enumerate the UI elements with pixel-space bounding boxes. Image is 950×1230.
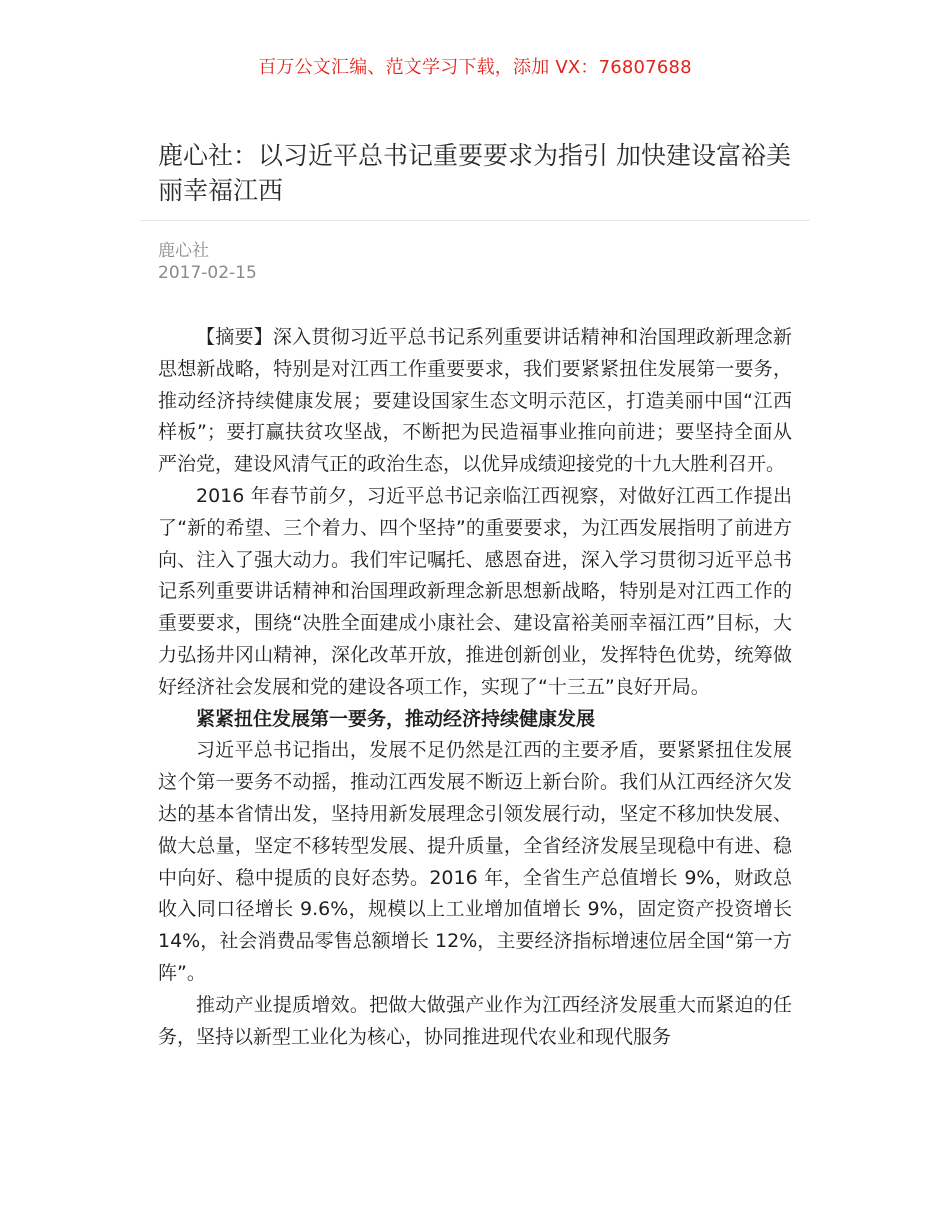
body-paragraph: 习近平总书记指出，发展不足仍然是江西的主要矛盾，要紧紧扭住发展这个第一要务不动摇，推动江西发展不断迈上新台阶。我们从江西经济欠发达的基本省情出发，坚持用新发展理念引领发展行动，坚定不移加快发展、做大总量，坚定不移转型发展、提升质量，全省经济发展呈现稳中有进、稳中向好、稳中提质的良好态势。2016 年，全省生产总值增长 9%，财政总收入同口径增长 9.6%，规模以上工业增加值增长 9%，固定资产投资增长 14%，社会消费品零售总额增长 12%，主要经济指标增速位居全国“第一方阵”。 <box>158 739 792 984</box>
article-date: 2017-02-15 <box>158 263 257 283</box>
abstract-paragraph: 【摘要】深入贯彻习近平总书记系列重要讲话精神和治国理政新理念新思想新战略，特别是对江西工作重要要求，我们要紧紧扭住发展第一要务，推动经济持续健康发展；要建设国家生态文明示范区，打造美丽中国“江西样板”；要打赢扶贫攻坚战，不断把为民造福事业推向前进；要坚持全面从严治党，建设风清气正的政治生态，以优异成绩迎接党的十九大胜利召开。 <box>158 326 792 476</box>
article-body <box>158 322 792 1053</box>
section-heading: 紧紧扭住发展第一要务，推动经济持续健康发展 <box>196 707 596 730</box>
promo-banner: 百万公文汇编、范文学习下载，添加 VX：76807688 <box>258 57 692 78</box>
article-title: 鹿心社：以习近平总书记重要要求为指引 加快建设富裕美丽幸福江西 <box>158 141 791 205</box>
body-paragraph: 2016 年春节前夕，习近平总书记亲临江西视察，对做好江西工作提出了“新的希望、三个着力、四个坚持”的重要要求，为江西发展指明了前进方向、注入了强大动力。我们牢记嘱托、感恩奋进，深入学习贯彻习近平总书记系列重要讲话精神和治国理政新理念新思想新战略，特别是对江西工作的重要要求，围绕“决胜全面建成小康社会、建设富裕美丽幸福江西”目标，大力弘扬井冈山精神，深化改革开放，推进创新创业，发挥特色优势，统筹做好经济社会发展和党的建设各项工作，实现了“十三五”良好开局。 <box>158 484 792 698</box>
article-author: 鹿心社 <box>158 241 209 261</box>
body-paragraph: 推动产业提质增效。把做大做强产业作为江西经济发展重大而紧迫的任务，坚持以新型工业化为核心，协同推进现代农业和现代服务 <box>158 993 792 1048</box>
title-divider <box>140 220 810 221</box>
